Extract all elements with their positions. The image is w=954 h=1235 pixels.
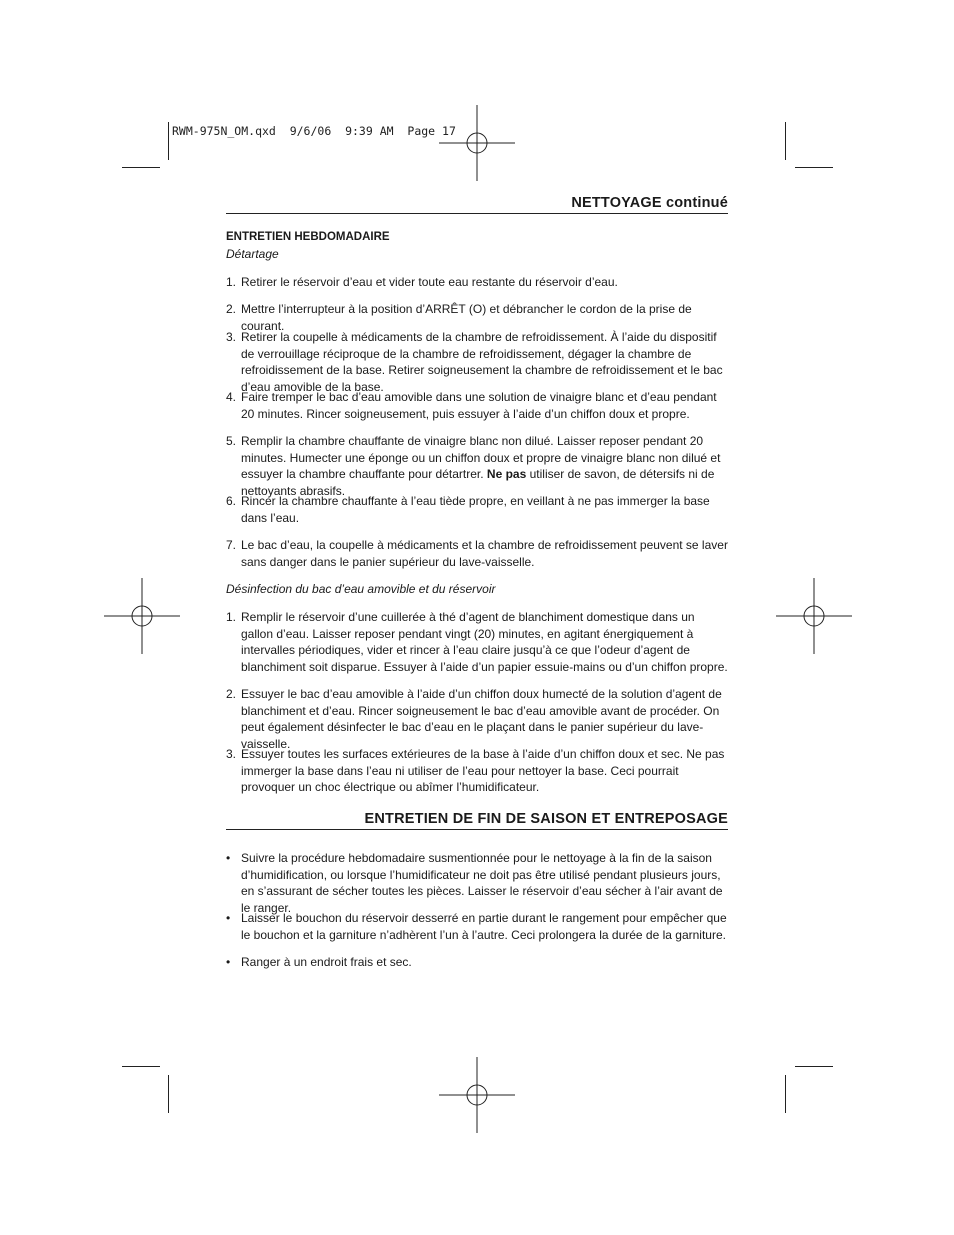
bullet-icon: • xyxy=(226,911,231,925)
list-item xyxy=(226,609,728,675)
list-item xyxy=(226,389,728,422)
bullet-icon: • xyxy=(226,851,231,865)
step-text xyxy=(226,433,728,499)
step-number: 7. xyxy=(226,538,237,552)
bullet-item xyxy=(226,850,728,916)
step-number: 3. xyxy=(226,747,237,761)
step-number: 1. xyxy=(226,610,237,624)
list-item xyxy=(226,746,728,796)
crop-mark xyxy=(785,122,786,160)
section-header: NETTOYAGE continué xyxy=(226,195,728,214)
step-text: Remplir le réservoir d’une cuillerée à thé d’agent de blanchiment domestique dans un gallon d’eau. Laisser reposer pendant vingt (20) minutes, en agitant énergiquement à intervalles périodiques, vider et rincer à l’eau claire jusqu’à ce que l’odeur d’agent de blanchiment soit disparue. Essuyer à l’aide d’un papier essuie-mains ou d’un chiffon propre. xyxy=(241,610,728,674)
list-item xyxy=(226,329,728,395)
step-text-part: utiliser de savon, de détersifs ni de nettoyants abrasifs. xyxy=(241,467,715,498)
step-text-part: Remplir la chambre chauffante de vinaigre blanc non dilué. Laisser reposer pendant 20 minutes. Humecter une éponge ou un chiffon doux et propre de vinaigre blanc non dilué et essuyer la chambre chauffante pour détartrer. xyxy=(241,434,721,482)
list-item xyxy=(226,274,728,291)
step-text: Mettre l’interrupteur à la position d’ARRÊT (O) et débrancher le cordon de la prise de courant. xyxy=(241,302,692,333)
step-text: Essuyer le bac d’eau amovible à l’aide d’un chiffon doux humecté de la solution d’agent de blanchiment et d’eau. Rincer soigneusement le bac d’eau amovible avant de procéder. On peut également désinfecter le bac d’eau en le plaçant dans le panier supérieur du lave-vaisselle. xyxy=(241,687,722,751)
registration-mark-icon xyxy=(439,1057,515,1133)
step-text: Le bac d’eau, la coupelle à médicaments et la chambre de refroidissement peuvent se laver sans danger dans le panier supérieur du lave-vaisselle. xyxy=(241,538,728,569)
step-number: 4. xyxy=(226,390,237,404)
step-number: 1. xyxy=(226,275,237,289)
step-number: 2. xyxy=(226,687,237,701)
list-item xyxy=(226,537,728,570)
step-number: 5. xyxy=(226,434,237,448)
crop-mark xyxy=(168,122,169,160)
crop-mark xyxy=(795,167,833,168)
bullet-text: Suivre la procédure hebdomadaire susmentionnée pour le nettoyage à la fin de la saison d’humidification, ou lorsque l’humidificateur ne doit pas être utilisé pendant plusieurs jours, en s’assurant de sécher toutes les pièces. Laisser le réservoir d’eau sécher à l’air avant de le ranger. xyxy=(241,851,723,915)
print-slug: RWM-975N_OM.qxd 9/6/06 9:39 AM Page 17 xyxy=(172,124,456,138)
bullet-item xyxy=(226,954,728,971)
list-item xyxy=(226,686,728,752)
step-text: Faire tremper le bac d’eau amovible dans une solution de vinaigre blanc et d’eau pendant 20 minutes. Rincer soigneusement, puis essuyer à l’aide d’un chiffon doux et propre. xyxy=(241,390,717,421)
crop-mark xyxy=(168,1075,169,1113)
step-number: 2. xyxy=(226,302,237,316)
step-text: Retirer la coupelle à médicaments de la chambre de refroidissement. À l’aide du dispositif de verrouillage réciproque de la chambre de refroidissement, dégager la chambre de refroidissement de la base. Retirer soigneusement la chambre de refroidissement et le bac d’eau amovible de la base. xyxy=(241,330,723,394)
step-text: Rincer la chambre chauffante à l’eau tiède propre, en veillant à ne pas immerger la base dans l’eau. xyxy=(241,494,710,525)
crop-mark xyxy=(785,1075,786,1113)
step-text: Essuyer toutes les surfaces extérieures de la base à l’aide d’un chiffon doux et sec. Ne pas immerger la base dans l’eau ni utiliser de l’eau pour nettoyer la base. Ceci pourrait provoquer un choc électrique ou abîmer l’humidificateur. xyxy=(241,747,725,795)
bullet-text: Laisser le bouchon du réservoir desserré en partie durant le rangement pour empêcher que le bouchon et la garniture n’adhèrent l’un à l’autre. Ceci prolongera la durée de la garniture. xyxy=(241,911,727,942)
season-header: ENTRETIEN DE FIN DE SAISON ET ENTREPOSAGE xyxy=(226,811,728,830)
registration-mark-icon xyxy=(439,105,515,181)
registration-mark-icon xyxy=(104,578,180,654)
crop-mark xyxy=(122,1066,160,1067)
registration-mark-icon xyxy=(776,578,852,654)
step-text: Retirer le réservoir d’eau et vider toute eau restante du réservoir d’eau. xyxy=(241,275,618,289)
crop-mark xyxy=(795,1066,833,1067)
list-item xyxy=(226,433,728,499)
descaling-subheading: Détartage xyxy=(226,247,279,261)
list-item xyxy=(226,493,728,526)
step-number: 6. xyxy=(226,494,237,508)
weekly-heading: ENTRETIEN HEBDOMADAIRE xyxy=(226,231,390,243)
step-number: 3. xyxy=(226,330,237,344)
warning-text: Ne pas xyxy=(486,467,527,482)
bullet-item xyxy=(226,910,728,943)
disinfect-subheading: Désinfection du bac d’eau amovible et du réservoir xyxy=(226,582,496,596)
bullet-text: Ranger à un endroit frais et sec. xyxy=(241,955,412,969)
bullet-icon: • xyxy=(226,955,231,969)
crop-mark xyxy=(122,167,160,168)
